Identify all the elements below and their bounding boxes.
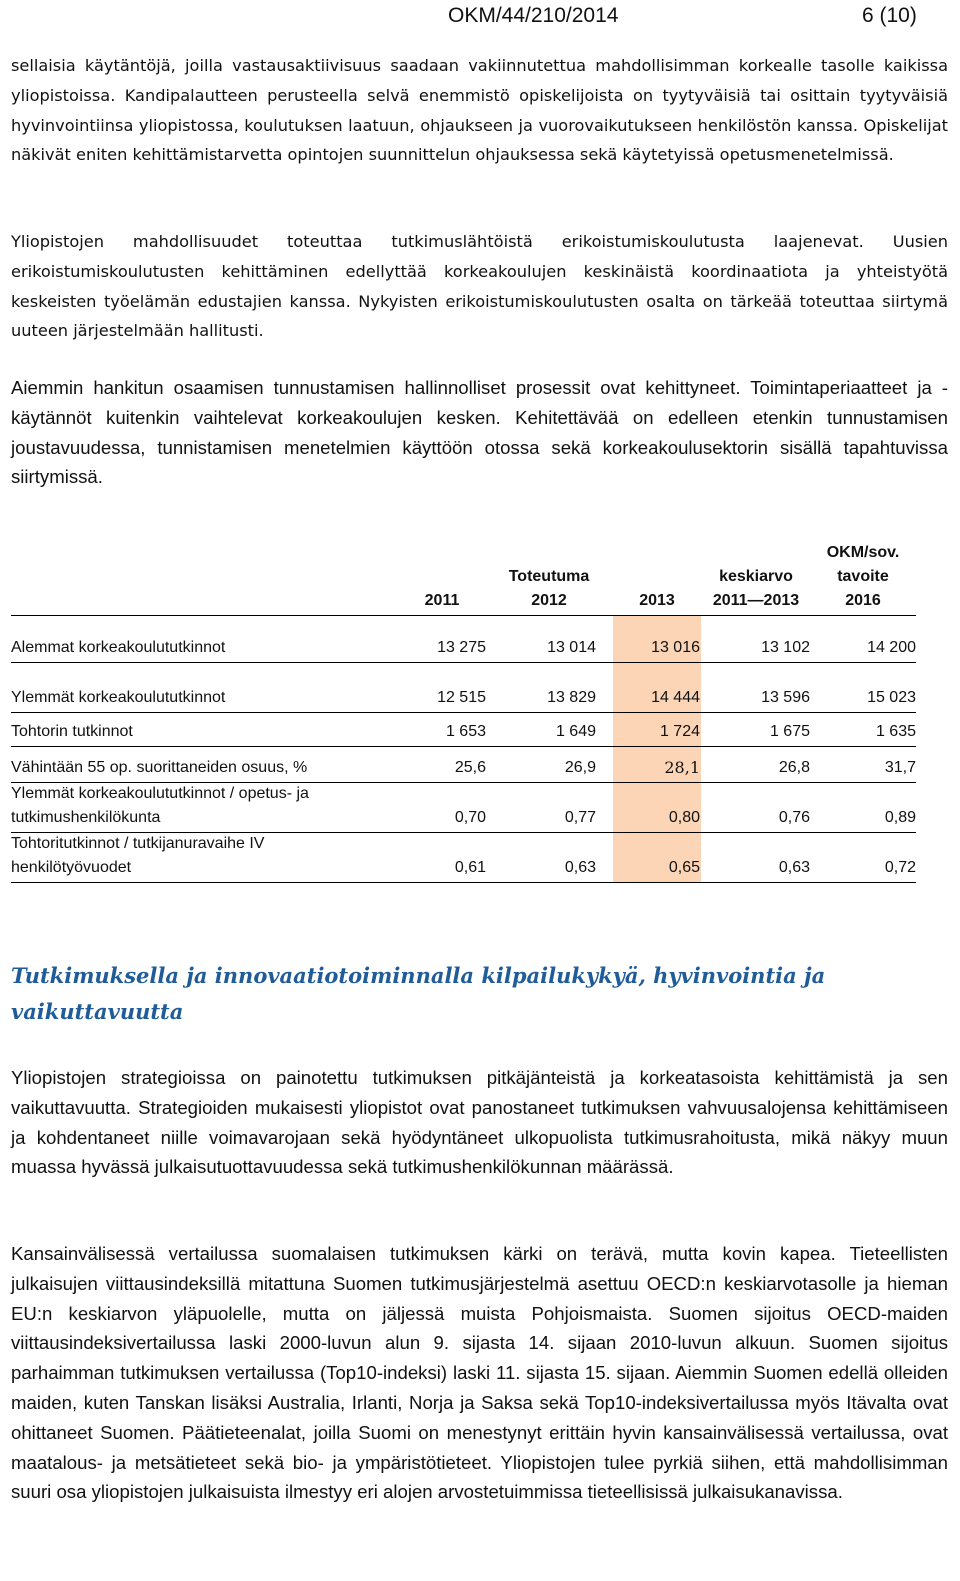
row-label: Ylemmät korkeakoulututkinnot <box>11 689 226 706</box>
column-header-average <box>701 565 811 613</box>
value-average: 1 675 <box>769 723 810 740</box>
value-2011: 25,6 <box>454 759 486 776</box>
value-2011: 12 515 <box>437 689 486 706</box>
table-row <box>11 713 916 747</box>
table-row <box>11 783 916 833</box>
value-target: 0,89 <box>884 809 916 826</box>
table-row <box>11 747 916 783</box>
column-header-2012 <box>497 565 601 613</box>
row-label-line1: Ylemmät korkeakoulututkinnot / opetus- ja <box>11 785 309 802</box>
value-target: 0,72 <box>884 859 916 876</box>
value-2013: 28,1 <box>664 758 700 777</box>
value-average: 13 596 <box>761 689 810 706</box>
table-row <box>11 833 916 883</box>
column-header-2013 <box>615 589 699 613</box>
value-2013: 0,65 <box>668 859 700 876</box>
value-target: 31,7 <box>884 759 916 776</box>
header-2012-label: 2012 <box>531 592 567 609</box>
table-header <box>11 535 916 615</box>
header-toteutuma-label: Toteutuma <box>508 568 590 585</box>
value-2012: 26,9 <box>564 759 596 776</box>
value-2012: 0,63 <box>564 859 596 876</box>
page-header <box>0 0 960 30</box>
paragraph-feedback: sellaisia käytäntöjä, joilla vastausaktiivisuus saadaan vakiinnutettua mahdollisimman korkealle tasolle kaikissa yliopistoissa. Kandipalautteen perusteella selvä enemmistö opiskelijoista on tyytyväisiä tai osittain tyytyväisiä hyvinvointiinsa yliopistossa, koulutuksen laatuun, ohjaukseen ja vuorovaikutukseen henkilöstön kanssa. Opiskelijat näkivät eniten kehittämistarvetta opintojen suunnittelun ohjauksessa sekä käytetyissä opetusmenetelmissä. <box>11 56 948 165</box>
row-label: Vähintään 55 op. suorittaneiden osuus, % <box>11 759 308 776</box>
header-2013-label: 2013 <box>639 592 675 609</box>
header-okm-label: OKM/sov. <box>826 544 900 561</box>
row-label-line1: Tohtoritutkinnot / tutkijanuravaihe IV <box>11 835 265 852</box>
row-label: Tohtorin tutkinnot <box>11 723 133 740</box>
value-2012: 13 829 <box>547 689 596 706</box>
row-label-line2: tutkimushenkilökunta <box>11 809 161 826</box>
value-average: 0,76 <box>778 809 810 826</box>
header-tavoite-label: tavoite <box>837 568 889 585</box>
value-average: 13 102 <box>761 639 810 656</box>
value-target: 14 200 <box>867 639 916 656</box>
header-keskiarvo-label: keskiarvo <box>719 568 793 585</box>
page-number: 6 (10) <box>862 4 917 27</box>
row-label: Alemmat korkeakoulututkinnot <box>11 639 226 656</box>
header-keskiarvo-years: 2011—2013 <box>712 592 800 609</box>
document-id: OKM/44/210/2014 <box>448 4 619 27</box>
value-2011: 13 275 <box>437 639 486 656</box>
value-2012: 13 014 <box>547 639 596 656</box>
value-2012: 0,77 <box>564 809 596 826</box>
header-2016-label: 2016 <box>845 592 881 609</box>
value-2013: 13 016 <box>651 639 700 656</box>
value-average: 0,63 <box>778 859 810 876</box>
paragraph-prior-learning: Aiemmin hankitun osaamisen tunnustamisen hallinnolliset prosessit ovat kehittyneet. Toimintaperiaatteet ja -käytännöt kuitenkin vaihtelevat korkeakoulujen kesken. Kehitettävää on edelleen etenkin tunnustamisen joustavuudessa, tunnistamisen menetelmien käyttöön otossa sekä korkeakoulusektorin sisällä tapahtuvissa siirtymissä. <box>11 377 948 488</box>
value-2012: 1 649 <box>555 723 596 740</box>
value-average: 26,8 <box>778 759 810 776</box>
section-heading: Tutkimuksella ja innovaatiotoiminnalla kilpailukykyä, hyvinvointia ja vaikuttavuutta <box>11 963 826 1024</box>
value-2011: 1 653 <box>445 723 486 740</box>
table-row <box>11 663 916 713</box>
paragraph-international-comparison: Kansainvälisessä vertailussa suomalaisen tutkimuksen kärki on terävä, mutta kovin kapea. Tieteellisten julkaisujen viittausindeksillä mitattuna Suomen tutkimusjärjestelmä asettuu OECD:n keskiarvotasolle ja hieman EU:n keskiarvon yläpuolelle, mutta on jäljessä muista Pohjoismaista. Suomen sijoitus OECD-maiden viittausindeksivertailussa laski 2000-luvun alun 9. sijasta 14. sijaan 2010-luvun alkuun. Suomen sijoitus parhaimman tutkimuksen vertailussa (Top10-indeksi) laski 11. sijasta 15. sijaan. Aiemmin Suomen edellä olleiden maiden, kuten Tanskan lisäksi Australia, Irlanti, Norja ja Saksa sekä Top10-indeksivertailussa myös Itävalta ovat ohittaneet Suomen. Päätieteenalat, joilla Suomi on menestynyt erittäin hyvin kansainvälisessä vertailussa, ovat maatalous- ja metsätieteet sekä bio- ja ympäristötieteet. Yliopistojen tulee pyrkiä siihen, että mahdollisimman suuri osa yliopistojen julkaisuista ilmestyy eri alojen arvostetuimmissa tieteellisissä julkaisukanavissa. <box>11 1243 948 1503</box>
row-label-line2: henkilötyövuodet <box>11 859 132 876</box>
table-row <box>11 616 916 663</box>
header-2011-label: 2011 <box>424 592 460 609</box>
row-rule <box>11 882 916 883</box>
paragraph-research-strategies: Yliopistojen strategioissa on painotettu tutkimuksen pitkäjänteistä ja korkeatasoista kehittämistä ja sen vaikuttavuutta. Strategioiden mukaisesti yliopistot ovat panostaneet tutkimuksen vahvuusalojensa kehittämiseen ja kohdentaneet niille voimavarojaan sekä hyödyntäneet ulkopuolista tutkimusrahoitusta, mikä näkyy muun muassa hyvässä julkaisutuottavuudessa sekä tutkimushenkilökunnan määrässä. <box>11 1067 948 1178</box>
column-header-target <box>811 541 915 613</box>
value-2013: 1 724 <box>659 723 700 740</box>
paragraph-specialisation-training: Yliopistojen mahdollisuudet toteuttaa tutkimuslähtöistä erikoistumiskoulutusta laajenevat. Uusien erikoistumiskoulutusten kehittäminen edellyttää korkeakoulujen keskinäistä koordinaatiota ja yhteistyötä keskeisten työelämän edustajien kanssa. Nykyisten erikoistumiskoulutusten osalta on tärkeää toteuttaa siirtymä uuteen järjestelmään hallitusti. <box>11 232 948 341</box>
value-target: 1 635 <box>875 723 916 740</box>
value-2013: 0,80 <box>668 809 700 826</box>
column-header-2011 <box>403 589 481 613</box>
value-2011: 0,70 <box>454 809 486 826</box>
value-2011: 0,61 <box>454 859 486 876</box>
value-2013: 14 444 <box>651 689 700 706</box>
statistics-table <box>11 535 916 876</box>
value-target: 15 023 <box>867 689 916 706</box>
